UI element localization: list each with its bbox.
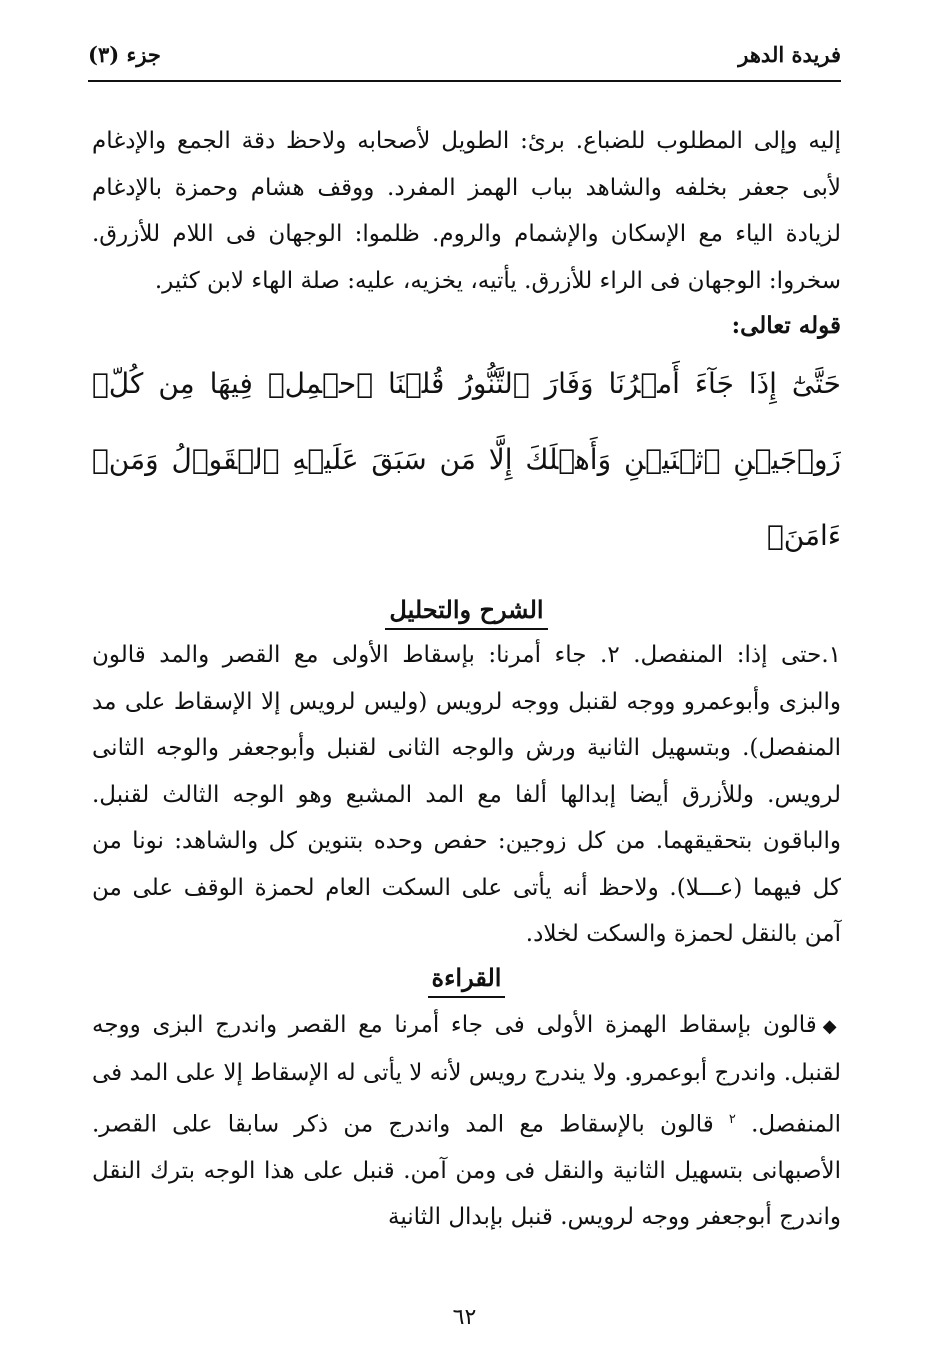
section-title-explanation-text: الشرح والتحليل (385, 592, 547, 630)
page-body (92, 118, 841, 1241)
explanation-text: حتى إذا: المنفصل. ٢. جاء أمرنا: بإسقاط الأولى مع القصر والمد قالون والبزى وأبوعمرو ووجه لقنبل ووجه لرويس (وليس لرويس إلا الإسقاط على مد المنفصل). وبتسهيل الثانية ورش والوجه الثانى لقنبل وأبوجعفر والوجه الثانى لرويس. وللأزرق أيضا إبدالها ألفا مع المد المشبع وهو الوجه الثالث لقنبل. والباقون بتحقيقهما. من كل زوجين: حفص وحده بتنوين كل والشاهد: نونا من كل فيهما (عـــلا). ولاحظ أنه يأتى على السكت العام لحمزة الوقف على من آمن بالنقل لحمزة والسكت لخلاد. (92, 642, 841, 947)
diamond-bullet-icon: ◆ (822, 1015, 842, 1037)
running-header (88, 34, 841, 82)
section-title-reading-text: القراءة (428, 960, 506, 998)
page-number: ٦٢ (452, 1305, 477, 1330)
quran-verse: حَتَّىٰٓ إِذَا جَآءَ أَمۡرُنَا وَفَارَ ٱلتَّنُّورُ قُلۡنَا ٱحۡمِلۡ فِيهَا مِن كُلّٖ زَوۡجَيۡنِ ٱثۡنَيۡنِ وَأَهۡلَكَ إِلَّا مَن سَبَقَ عَلَيۡهِ ٱلۡقَوۡلُ وَمَنۡ ءَامَنَۚ (92, 367, 841, 552)
reading-text-part2: قالون بالإسقاط مع المد واندرج من ذكر سابقا على القصر. الأصبهانى بتسهيل الثانية والنقل فى ومن آمن. قنبل على هذا الوجه بترك النقل واندرج أبوجعفر ووجه لرويس. قنبل بإبدال الثانية (92, 1111, 841, 1231)
part-number: جزء (٣) (88, 42, 161, 67)
item-number: ١. (821, 642, 841, 668)
book-title: فريدة الدهر (738, 42, 841, 67)
verse-heading: قوله تعالى: (731, 312, 841, 339)
section-title-explanation (92, 592, 841, 630)
section-title-reading (92, 960, 841, 998)
explanation-paragraph (92, 632, 841, 958)
reading-paragraph (92, 1002, 841, 1241)
reading-text-part1: قالون بإسقاط الهمزة الأولى فى جاء أمرنا مع القصر واندرج البزى ووجه لقنبل. واندرج أبوعمرو. ولا يندرج رويس لأنه لا يأتى له الإسقاط إلا على المد فى المنفصل. (92, 1011, 842, 1138)
footnote-mark: ٢ (728, 1111, 736, 1127)
intro-paragraph: إليه وإلى المطلوب للضباع. برئ: الطويل لأصحابه ولاحظ دقة الجمع والإدغام لأبى جعفر بخلفه والشاهد بباب الهمز المفرد. ووقف هشام وحمزة بالإدغام لزيادة الياء مع الإسكان والإشمام والروم. ظلموا: الوجهان فى اللام للأزرق. سخروا: الوجهان فى الراء للأزرق. يأتيه، يخزيه، عليه: صلة الهاء لابن كثير. (92, 128, 841, 294)
